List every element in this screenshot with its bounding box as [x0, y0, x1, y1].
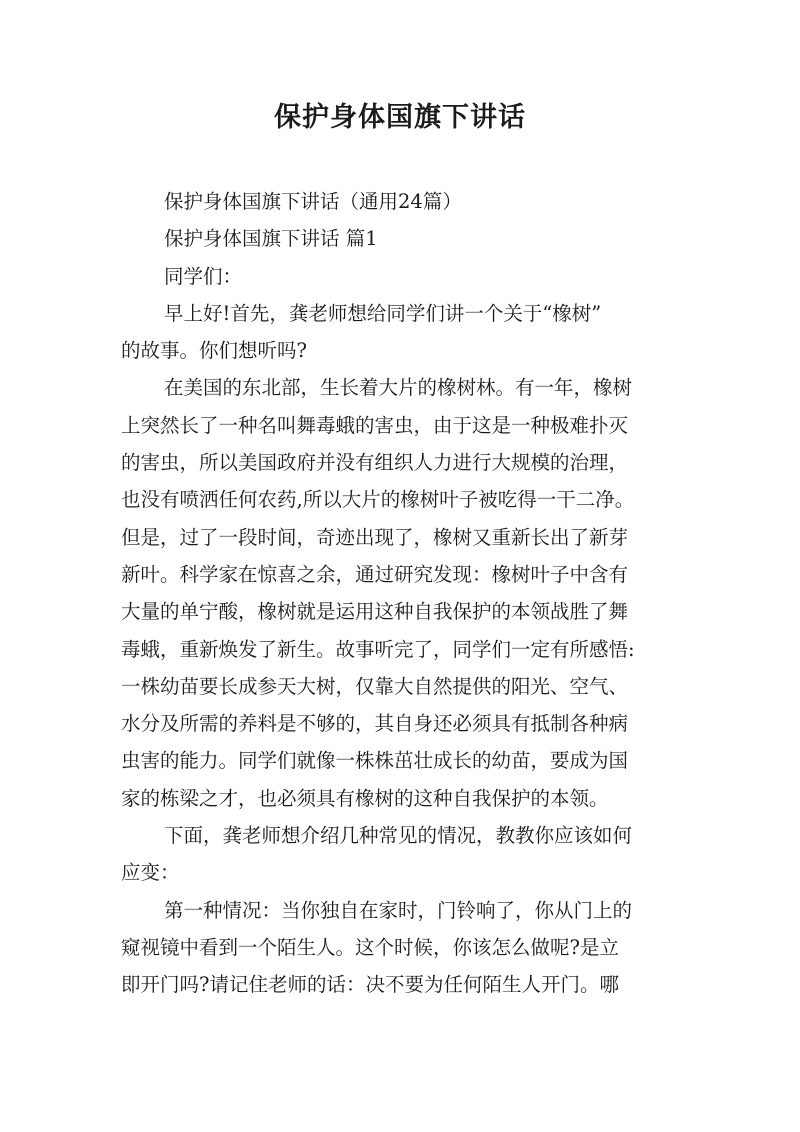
paragraph-line: 家的栋梁之才，也必须具有橡树的这种自我保护的本领。 — [121, 786, 609, 810]
paragraph-line: 在美国的东北部，生长着大片的橡树林。有一年，橡树 — [164, 376, 633, 400]
paragraph-line: 下面，龚老师想介绍几种常见的情况，教教你应该如何 — [164, 824, 633, 848]
paragraph-line: 大量的单宁酸，橡树就是运用这种自我保护的本领战胜了舞 — [121, 600, 629, 624]
paragraph-line: 但是，过了一段时间，奇迹出现了，橡树又重新长出了新芽 — [121, 525, 629, 549]
paragraph-line: 即开门吗?请记住老师的话：决不要为任何陌生人开门。哪 — [121, 973, 619, 997]
paragraph-line: 早上好!首先，龚老师想给同学们讲一个关于“橡树” — [164, 301, 602, 325]
document-body — [121, 183, 686, 1004]
paragraph-line: 保护身体国旗下讲话 篇1 — [164, 227, 378, 251]
paragraph-line: 保护身体国旗下讲话（通用24篇） — [164, 190, 462, 213]
paragraph-line: 第一种情况：当你独自在家时，门铃响了，你从门上的 — [164, 898, 633, 922]
paragraph-line: 同学们： — [164, 264, 243, 288]
paragraph-line: 新叶。科学家在惊喜之余，通过研究发现：橡树叶子中含有 — [121, 562, 629, 586]
paragraph-line: 窥视镜中看到一个陌生人。这个时候，你该怎么做呢?是立 — [121, 935, 619, 959]
paragraph-line: 的故事。你们想听吗? — [121, 339, 307, 363]
document-title: 保护身体国旗下讲话 — [274, 102, 526, 133]
paragraph-line: 的害虫，所以美国政府并没有组织人力进行大规模的治理， — [121, 451, 629, 475]
paragraph-line: 也没有喷洒任何农药,所以大片的橡树叶子被吃得一干二净。 — [121, 488, 635, 512]
paragraph-line: 毒蛾，重新焕发了新生。故事听完了，同学们一定有所感悟: — [121, 637, 635, 661]
paragraph-line: 上突然长了一种名叫舞毒蛾的害虫，由于这是一种极难扑灭 — [121, 413, 629, 437]
paragraph-line: 虫害的能力。同学们就像一株株茁壮成长的幼苗，要成为国 — [121, 749, 629, 773]
paragraph-line: 水分及所需的养料是不够的，其自身还必须具有抵制各种病 — [121, 712, 629, 736]
paragraph-line: 一株幼苗要长成参天大树，仅靠大自然提供的阳光、空气、 — [121, 674, 629, 698]
paragraph-line: 应变： — [121, 861, 180, 885]
